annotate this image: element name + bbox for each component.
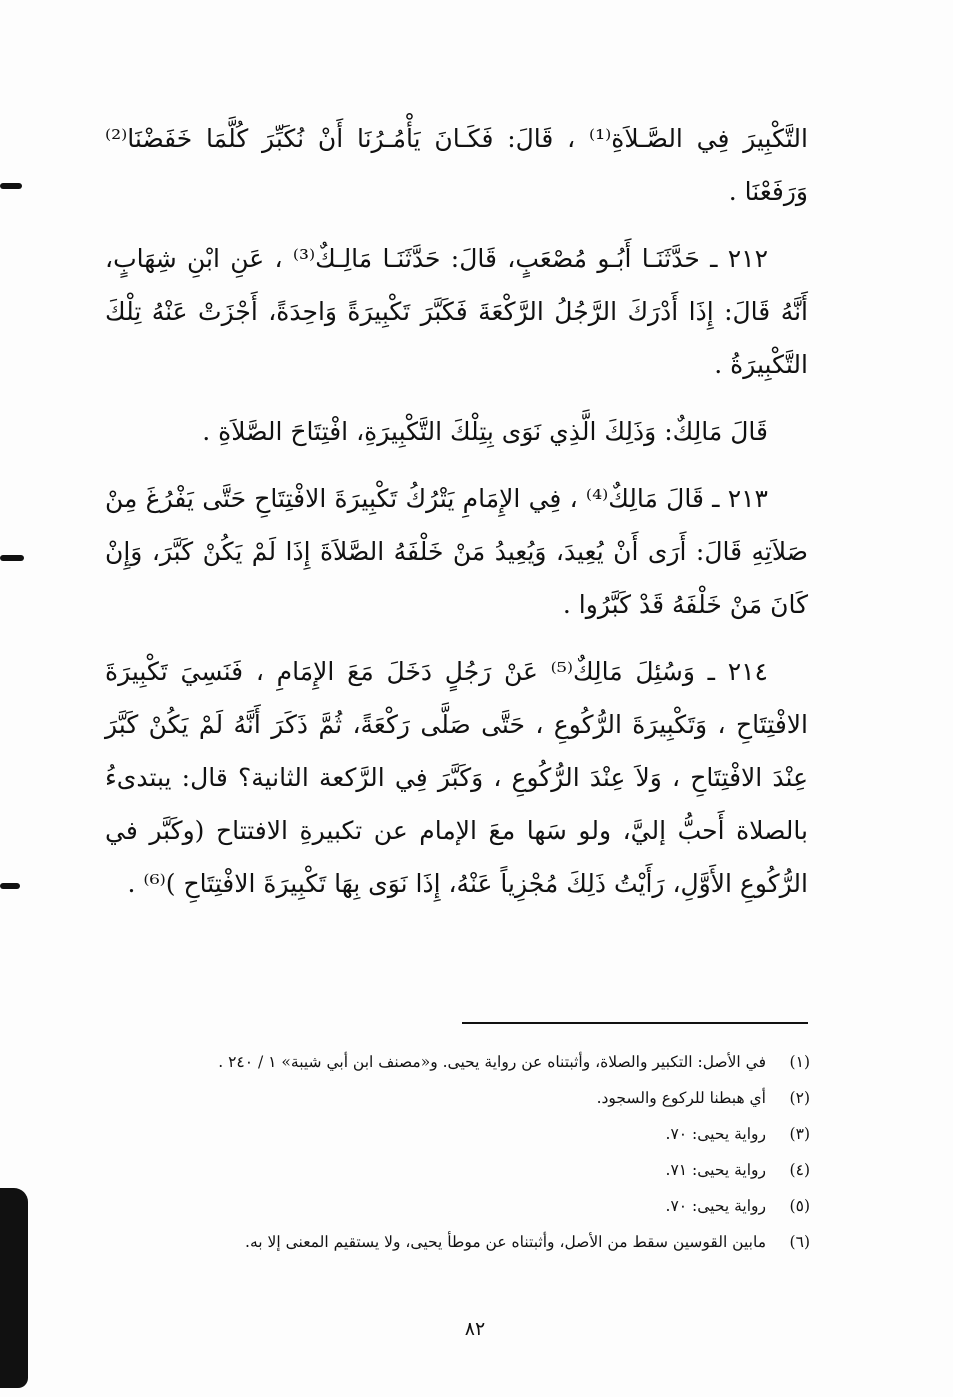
- scan-artifact: [0, 883, 20, 889]
- footnote-separator: [462, 1022, 808, 1024]
- footnote-5: [105, 1188, 810, 1224]
- footnote-2: [105, 1080, 810, 1116]
- scan-artifact: [0, 183, 22, 189]
- footnote-6: [105, 1224, 810, 1260]
- scan-artifact: [0, 555, 24, 561]
- footnote-text: رواية يحيى: ٧١.: [665, 1161, 766, 1179]
- footnote-number: (٥): [789, 1197, 810, 1215]
- footnote-text: مابين القوسين سقط من الأصل، وأثبتناه عن موطأ يحيى، ولا يستقيم المعنى إلا به.: [245, 1233, 766, 1251]
- main-text: [105, 112, 808, 924]
- footnote-number: (٢): [789, 1089, 810, 1107]
- page-number: ٨٢: [464, 1318, 486, 1340]
- footnote-text: رواية يحيى: ٧٠.: [665, 1197, 766, 1215]
- footnote-text: في الأصل: التكبير والصلاة، وأثبتناه عن رواية يحيى. و«مصنف ابن أبي شيبة» ١ / ٢٤٠ .: [218, 1053, 766, 1071]
- footnote-number: (١): [789, 1053, 810, 1071]
- footnote-4: [105, 1152, 810, 1188]
- footnote-number: (٦): [789, 1233, 810, 1251]
- footnote-text: رواية يحيى: ٧٠.: [665, 1125, 766, 1143]
- scan-artifact: [0, 1188, 28, 1388]
- paragraph-hadith-214: ٢١٤ ـ وَسُئِلَ مَالِكٌ⁽⁵⁾ عَنْ رَجُلٍ دَخَلَ مَعَ الإِمَامِ ، فَنَسِيَ تَكْبِيرَةَ الافْتِتَاحِ ، وَتَكْبِيرَةَ الرُّكُوعِ ، حَتَّى صَلَّى رَكْعَةً، ثُمَّ ذَكَرَ أَنَّهُ لَمْ يَكُنْ كَبَّرَ عِنْدَ الافْتِتَاحِ ، وَلاَ عِنْدَ الرُّكُوعِ ، وَكَبَّرَ فِي الرَّكعة الثانية؟ قال: يبتدىءُ بالصلاة أَحبُّ إليَّ، ولو سَها معَ الإمام عن تكبيرةِ الافتتاح (وكَبَّر في الرُّكُوعِ الأَوَّلِ، رَأَيْتُ ذَلِكَ مُجْزِياً عَنْهُ، إِذَا نَوَى بِهَا تَكْبِيرَةَ الافْتِتَاحِ )⁽⁶⁾ .: [105, 657, 808, 898]
- footnote-number: (٤): [789, 1161, 810, 1179]
- paragraph-continuation: التَّكْبِيرَ فِي الصَّـلاَةِ⁽¹⁾ ، قَالَ: فَكَـانَ يَأْمُـرُنَا أَنْ نُكَبِّرَ كُلَّمَا خَفَضْنَا⁽²⁾ وَرَفَعْنَا .: [105, 124, 808, 206]
- footnote-text: أي هبطنا للركوع والسجود.: [596, 1089, 766, 1107]
- paragraph-hadith-212: ٢١٢ ـ حَدَّثَنَـا أَبُـو مُصْعَبٍ، قَالَ: حَدَّثَنَـا مَالِـكٌ⁽³⁾ ، عَنِ ابْنِ شِهَابٍ، أَنَّهُ قَالَ: إِذَا أَدْرَكَ الرَّجُلُ الرَّكْعَةَ فَكَبَّرَ تَكْبِيرَةً وَاحِدَةً، أَجْزَتْ عَنْهُ تِلْكَ التَّكْبِيرَةُ .: [105, 244, 808, 379]
- footnote-3: [105, 1116, 810, 1152]
- footnote-1: [105, 1044, 810, 1080]
- paragraph-malik-comment: قَالَ مَالِكٌ: وَذَلِكَ الَّذِي نَوَى بِتِلْكَ التَّكْبِيرَةِ، افْتِتَاحَ الصَّلاَةِ .: [202, 417, 768, 446]
- footnotes: [105, 1044, 810, 1260]
- paragraph-hadith-213: ٢١٣ ـ قَالَ مَالِكٌ⁽⁴⁾ ، فِي الإِمَامِ يَتْرُكُ تَكْبِيرَةَ الافْتِتَاحِ حَتَّى يَفْرُغَ مِنْ صَلاَتِهِ قَالَ: أَرَى أَنْ يُعِيدَ، وَيُعِيدُ مَنْ خَلْفَهُ الصَّلاَةَ إِذَا لَمْ يَكُنْ كَبَّرَ، وَإِنْ كَانَ مَنْ خَلْفَهُ قَدْ كَبَّرُوا .: [105, 484, 809, 619]
- footnote-number: (٣): [789, 1125, 810, 1143]
